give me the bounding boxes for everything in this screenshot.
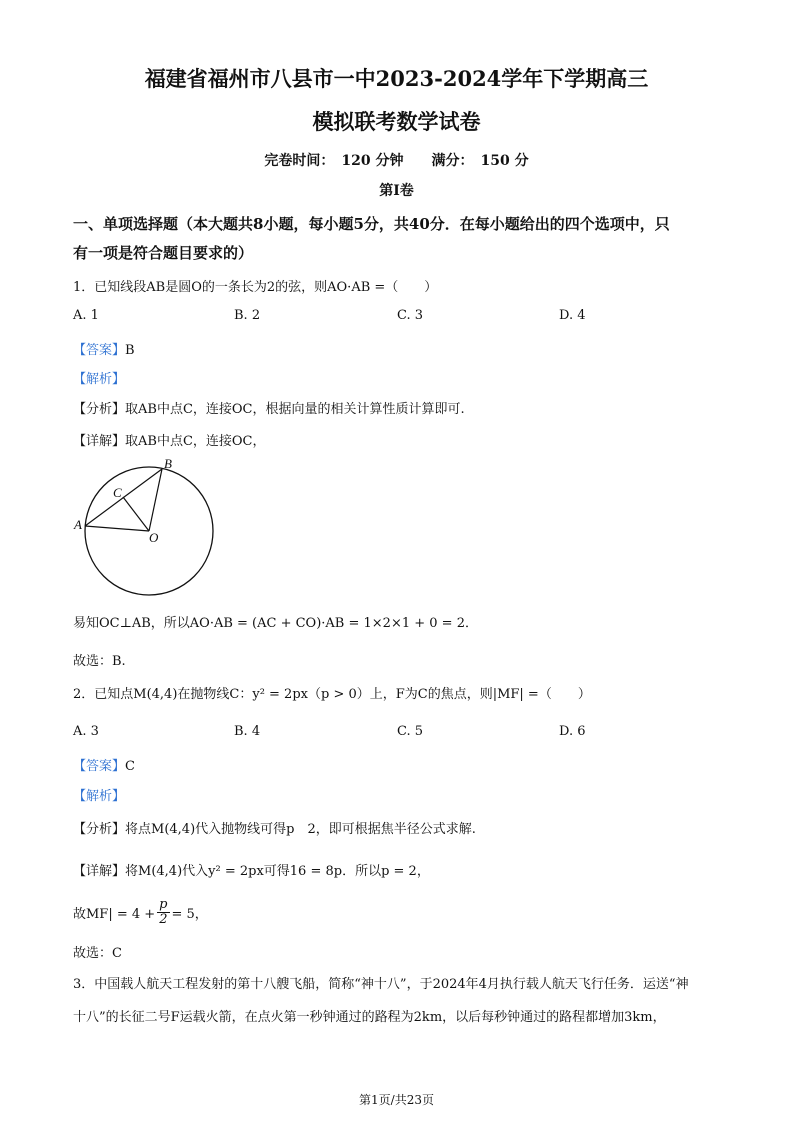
answer-tag: 【答案】 (73, 759, 126, 774)
circle-chord-diagram (70, 455, 220, 600)
fraction-numerator: p (159, 897, 168, 912)
volume-label: 第Ⅰ卷 (379, 183, 414, 199)
label-o: O (149, 530, 159, 545)
document-title-line1: 福建省福州市八县市一中2023-2024学年下学期高三 (144, 66, 649, 91)
q1-xiangjie-text: 取AB中点C，连接OC， (125, 434, 266, 449)
q2-result (73, 898, 208, 927)
q2-option-c: C. 5 (397, 724, 424, 739)
q1-xiangjie-line (73, 430, 266, 449)
label-c: C (113, 485, 122, 500)
fenxi-tag: 【分析】 (73, 402, 126, 417)
xiangjie-tag: 【详解】 (73, 434, 126, 449)
q1-fenxi-line (73, 398, 465, 417)
q2-stem: 2．已知点M(4,4)在抛物线C：y² = 2px（p > 0）上，F为C的焦点，则|MF| =（ ） (73, 687, 591, 702)
q1-option-c: C. 3 (397, 308, 424, 323)
fraction (157, 898, 169, 927)
document-title-line2: 模拟联考数学试卷 (312, 109, 481, 134)
section-heading-line2: 有一项是符合题目要求的） (73, 244, 254, 262)
segment-co (123, 497, 149, 531)
fraction-denominator: 2 (159, 912, 168, 927)
q2-fenxi-text: 将点M(4,4)代入抛物线可得p 2，即可根据焦半径公式求解. (125, 822, 476, 837)
q2-result-prefix: 故MF| = 4 + (73, 907, 156, 922)
answer-tag: 【答案】 (73, 343, 126, 358)
q2-fenxi-line (73, 818, 476, 837)
q1-stem: 1．已知线段AB是圆O的一条长为2的弦，则AO·AB =（ ） (73, 280, 438, 295)
q2-option-a: A. 3 (73, 724, 99, 739)
q1-option-b: B. 2 (234, 308, 261, 323)
segment-bo (149, 469, 162, 531)
q1-answer: B (125, 343, 135, 358)
q1-analysis-tag: 【解析】 (73, 372, 126, 387)
xiangjie-tag: 【详解】 (73, 864, 126, 879)
q2-xiangjie-text: 将M(4,4)代入y² = 2px可得16 = 8p．所以p = 2， (125, 864, 430, 879)
q2-answer-line (73, 755, 135, 774)
q2-xiangjie-line (73, 860, 430, 879)
q2-option-d: D. 6 (559, 724, 586, 739)
q2-answer: C (125, 759, 135, 774)
q3-stem-line2: 十八”的长征二号F运载火箭，在点火第一秒钟通过的路程为2km，以后每秒钟通过的路程都增加3km， (73, 1010, 666, 1025)
q2-option-b: B. 4 (234, 724, 261, 739)
q2-conclusion: 故选：C (73, 946, 122, 961)
label-b: B (164, 456, 172, 471)
segment-ao (85, 526, 149, 531)
exam-info: 完卷时间： 120 分钟 满分： 150 分 (264, 153, 529, 169)
q2-analysis-tag: 【解析】 (73, 789, 126, 804)
q2-result-suffix: = 5， (171, 907, 208, 922)
q1-fenxi-text: 取AB中点C，连接OC，根据向量的相关计算性质计算即可. (125, 402, 465, 417)
section-heading-line1: 一、单项选择题（本大题共8小题，每小题5分，共40分．在每小题给出的四个选项中，只 (73, 215, 670, 233)
label-a: A (74, 517, 82, 532)
q1-answer-line (73, 339, 135, 358)
q1-proof: 易知OC⊥AB，所以AO·AB = (AC + CO)·AB = 1×2×1 + 0 = 2． (73, 616, 478, 631)
q1-conclusion: 故选：B. (73, 654, 126, 669)
page-number: 第1页/共23页 (359, 1093, 434, 1107)
q1-option-d: D. 4 (559, 308, 586, 323)
fenxi-tag: 【分析】 (73, 822, 126, 837)
q3-stem-line1: 3．中国载人航天工程发射的第十八艘飞船，简称“神十八”，于2024年4月执行载人航天飞行任务．运送“神 (73, 977, 689, 992)
q1-option-a: A. 1 (73, 308, 99, 323)
